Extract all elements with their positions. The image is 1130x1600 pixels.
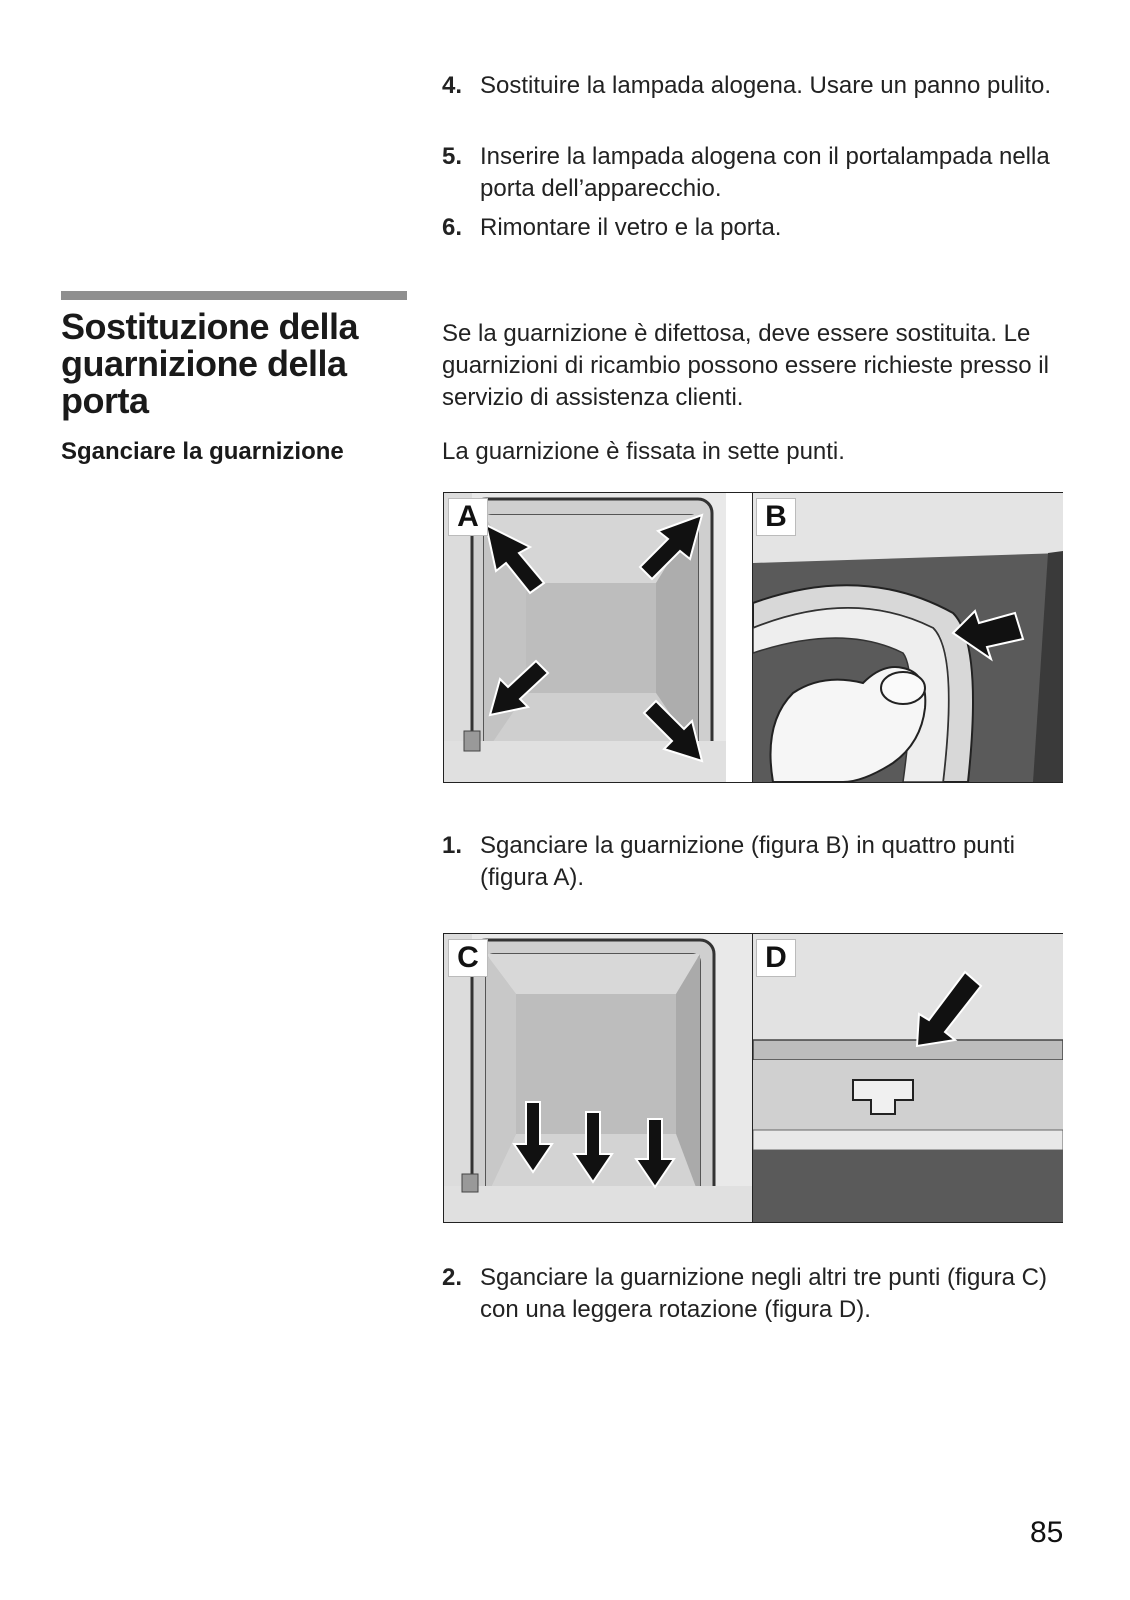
figure-c-panel: [444, 934, 752, 1222]
step-number: 2.: [442, 1264, 463, 1291]
step-text: Sganciare la guarnizione (figura B) in quattro punti (figura A).: [480, 832, 1015, 891]
step-text: Sganciare la guarnizione negli altri tre punti (figura C) con una leggera rotazione (figura D).: [480, 1264, 1047, 1323]
figure-label-c: C: [448, 939, 488, 977]
step-number: 1.: [442, 832, 463, 859]
gasket-closeup-illustration: [753, 493, 1063, 782]
step-6: [442, 212, 1082, 244]
figure-label-a: A: [448, 498, 488, 536]
step-text: Sostituire la lampada alogena. Usare un panno pulito.: [480, 72, 1052, 99]
gasket-hook-illustration: [753, 934, 1063, 1222]
figure-label-d: D: [756, 939, 796, 977]
step-number: 6.: [442, 214, 463, 241]
step-text: Rimontare il vetro e la porta.: [480, 214, 782, 241]
figure-ab: [443, 492, 1063, 783]
step-2: [442, 1262, 1082, 1326]
step-4: [442, 70, 1082, 102]
step-text: Inserire la lampada alogena con il portalampada nella porta dell’apparecchio.: [480, 143, 1050, 202]
figure-cd: [443, 933, 1063, 1223]
figure-a-panel: [444, 493, 726, 782]
section-subtitle: Sganciare la guarnizione: [61, 438, 344, 465]
section-rule: [61, 291, 407, 300]
fixing-note: La guarnizione è fissata in sette punti.: [442, 438, 845, 465]
intro-paragraph: Se la guarnizione è difettosa, deve essere sostituita. Le guarnizioni di ricambio possono essere richieste presso il servizio di assistenza clienti.: [442, 320, 1049, 411]
oven-bottom-illustration: [444, 934, 752, 1222]
figure-d-panel: [752, 934, 1063, 1222]
section-title: Sostituzione della guarnizione della porta: [61, 306, 359, 421]
oven-interior-illustration: [444, 493, 726, 782]
figure-b-panel: [752, 493, 1063, 782]
step-number: 5.: [442, 143, 463, 170]
step-number: 4.: [442, 72, 463, 99]
step-1: [442, 830, 1082, 894]
figure-label-b: B: [756, 498, 796, 536]
step-5: [442, 141, 1082, 205]
page-number: 85: [1030, 1516, 1064, 1549]
